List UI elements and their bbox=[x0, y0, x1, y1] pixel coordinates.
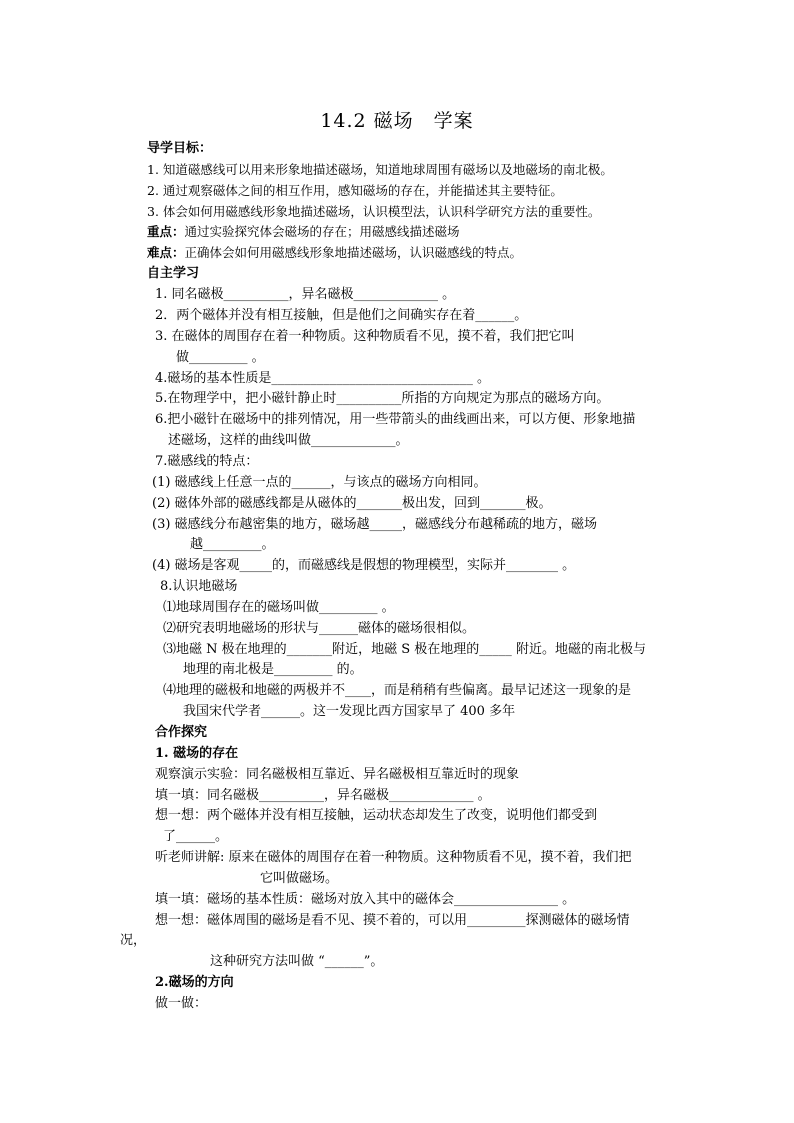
self-study-q8-3-line2: 地理的南北极是_________ 的。 bbox=[183, 662, 363, 677]
coop-section-2-title: 2.磁场的方向 bbox=[155, 975, 234, 990]
coop-line-6b: 况， bbox=[120, 933, 147, 948]
difficult-point-text: 正确体会如何用磁感线形象地描述磁场，认识磁感线的特点。 bbox=[184, 245, 523, 260]
self-study-q7-3-line1: (3) 磁感线分布越密集的地方，磁场越_____，磁感线分布越稀疏的地方，磁场 bbox=[152, 517, 598, 532]
self-study-q8-2: ⑵研究表明地磁场的形状与______磁体的磁场很相似。 bbox=[163, 621, 476, 636]
self-study-q3-line1: 3. 在磁体的周围存在着一种物质。这种物质看不见，摸不着，我们把它叫 bbox=[155, 329, 575, 344]
goal-3: 3. 体会如何用磁感线形象地描述磁场，认识模型法，认识科学研究方法的重要性。 bbox=[147, 204, 601, 219]
key-point bbox=[147, 223, 460, 241]
self-study-q8-4-line2: 我国宋代学者______。这一发现比西方国家早了 400 多年 bbox=[183, 704, 516, 719]
self-study-q7-2: (2) 磁体外部的磁感线都是从磁体的_______极出发，回到_______极。 bbox=[152, 496, 552, 511]
self-study-q2: 2．两个磁体并没有相互接触，但是他们之间确实存在着______。 bbox=[155, 308, 528, 323]
coop-line-7: 做一做： bbox=[155, 996, 208, 1011]
self-study-q6-line2: 述磁场，这样的曲线叫做_____________。 bbox=[168, 433, 409, 448]
coop-line-3a: 想一想：两个磁体并没有相互接触，运动状态却发生了改变，说明他们都受到 bbox=[155, 808, 598, 823]
self-study-q8-1: ⑴地球周围存在的磁场叫做_________ 。 bbox=[163, 600, 395, 615]
self-study-heading: 自主学习 bbox=[147, 266, 200, 281]
goals-heading: 导学目标： bbox=[147, 141, 213, 156]
coop-heading: 合作探究 bbox=[155, 725, 208, 740]
key-point-text: 通过实验探究体会磁场的存在；用磁感线描述磁场 bbox=[184, 224, 460, 239]
coop-line-6c: 这种研究方法叫做 “______”。 bbox=[210, 954, 384, 969]
self-study-q5: 5.在物理学中，把小磁针静止时__________所指的方向规定为那点的磁场方向。 bbox=[155, 391, 610, 406]
self-study-q7-1: (1) 磁感线上任意一点的______，与该点的磁场方向相同。 bbox=[152, 475, 487, 490]
self-study-q3-line2: 做_________ 。 bbox=[176, 350, 265, 365]
coop-line-3b: 了______。 bbox=[163, 829, 229, 844]
coop-line-5: 填一填：磁场的基本性质：磁场对放入其中的磁体会________________ 。 bbox=[155, 892, 576, 907]
self-study-q6-line1: 6.把小磁针在磁场中的排列情况，用一些带箭头的曲线画出来，可以方便、形象地描 bbox=[155, 412, 636, 427]
self-study-q8: 8.认识地磁场 bbox=[160, 579, 238, 594]
difficult-point bbox=[147, 244, 522, 262]
coop-line-4b: 它叫做磁场。 bbox=[260, 871, 339, 886]
goal-2: 2. 通过观察磁体之间的相互作用，感知磁场的存在，并能描述其主要特征。 bbox=[147, 183, 563, 198]
coop-line-1: 观察演示实验：同名磁极相互靠近、异名磁极相互靠近时的现象 bbox=[155, 767, 520, 782]
self-study-q4: 4.磁场的基本性质是_______________________________ 。 bbox=[155, 371, 491, 386]
self-study-q7-3-line2: 越_________。 bbox=[190, 537, 275, 552]
coop-line-6a: 想一想：磁体周围的磁场是看不见、摸不着的，可以用_________探测磁体的磁场情 bbox=[155, 913, 630, 928]
coop-line-2: 填一填：同名磁极__________，异名磁极_____________ 。 bbox=[155, 788, 491, 803]
coop-section-1-title: 1. 磁场的存在 bbox=[155, 746, 239, 761]
difficult-point-label: 难点： bbox=[147, 245, 185, 260]
self-study-q8-3-line1: ⑶地磁 N 极在地理的_______附近，地磁 S 极在地理的_____ 附近。地磁的南北极与 bbox=[163, 642, 646, 657]
page-title: 14.2 磁场 学案 bbox=[320, 110, 474, 132]
key-point-label: 重点： bbox=[147, 224, 185, 239]
self-study-q1: 1. 同名磁极__________，异名磁极_____________ 。 bbox=[155, 287, 456, 302]
coop-line-4a: 听老师讲解: 原来在磁体的周围存在着一种物质。这种物质看不见，摸不着，我们把 bbox=[155, 850, 632, 865]
self-study-q7: 7.磁感线的特点： bbox=[155, 454, 259, 469]
self-study-q8-4-line1: ⑷地理的磁极和地磁的两极并不____，而是稍稍有些偏离。最早记述这一现象的是 bbox=[163, 683, 632, 698]
goal-1: 1. 知道磁感线可以用来形象地描述磁场，知道地球周围有磁场以及地磁场的南北极。 bbox=[147, 162, 613, 177]
self-study-q7-4: (4) 磁场是客观_____的，而磁感线是假想的物理模型，实际并________ 。 bbox=[152, 558, 576, 573]
